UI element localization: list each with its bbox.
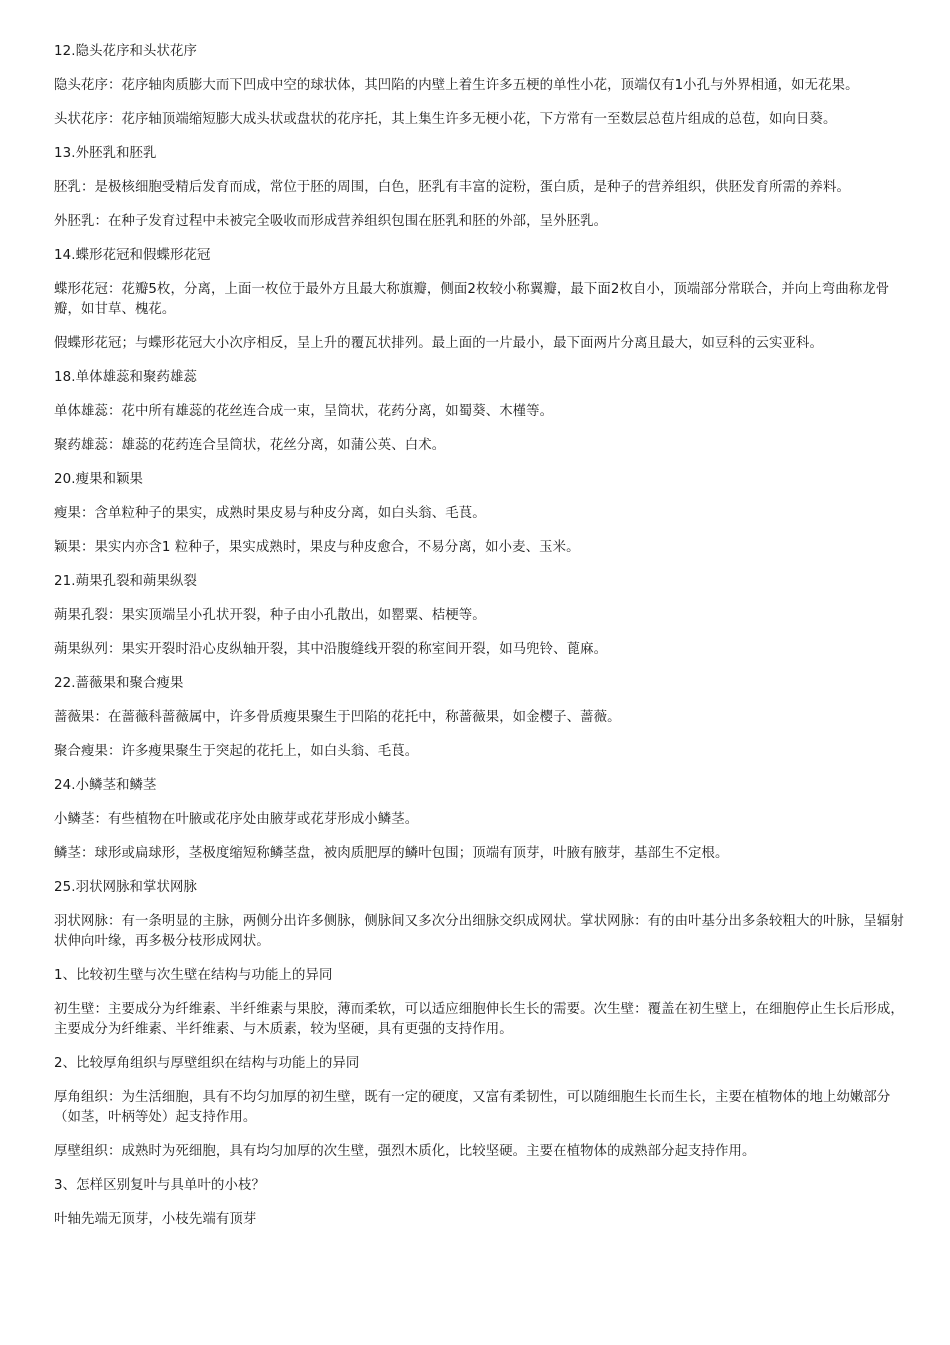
section-heading: 13.外胚乳和胚乳	[54, 146, 157, 161]
body-paragraph: 隐头花序：花序轴肉质膨大而下凹成中空的球状体，其凹陷的内壁上着生许多五梗的单性小花，顶端仅有1小孔与外界相通，如无花果。	[54, 78, 859, 93]
section-heading: 2、比较厚角组织与厚壁组织在结构与功能上的异同	[54, 1056, 360, 1071]
section-heading: 24.小鳞茎和鳞茎	[54, 778, 157, 793]
section-heading: 3、怎样区别复叶与具单叶的小枝？	[54, 1178, 265, 1193]
body-paragraph: 瘦果：含单粒种子的果实，成熟时果皮易与种皮分离，如白头翁、毛茛。	[54, 506, 486, 521]
body-paragraph: 假蝶形花冠；与蝶形花冠大小次序相反，呈上升的覆瓦状排列。最上面的一片最小，最下面两片分离且最大，如豆科的云实亚科。	[54, 336, 823, 351]
section-heading: 14.蝶形花冠和假蝶形花冠	[54, 248, 211, 263]
section-heading: 18.单体雄蕊和聚药雄蕊	[54, 370, 198, 385]
body-paragraph: 厚壁组织：成熟时为死细胞，具有均匀加厚的次生壁，强烈木质化，比较坚硬。主要在植物体的成熟部分起支持作用。	[54, 1144, 756, 1159]
body-paragraph: 胚乳：是极核细胞受精后发育而成，常位于胚的周围，白色，胚乳有丰富的淀粉，蛋白质，是种子的营养组织，供胚发育所需的养料。	[54, 180, 850, 195]
body-paragraph: 单体雄蕊：花中所有雄蕊的花丝连合成一束，呈筒状，花药分离，如蜀葵、木槿等。	[54, 404, 554, 419]
body-paragraph: 初生壁：主要成分为纤维素、半纤维素与果胶，薄而柔软，可以适应细胞伸长生长的需要。次生壁：覆盖在初生壁上，在细胞停止生长后形成，主要成分为纤维素、半纤维素、与木质素，较为坚硬，具有更强的支持作用。	[54, 1002, 904, 1037]
section-heading: 22.蔷薇果和聚合瘦果	[54, 676, 184, 691]
body-paragraph: 厚角组织：为生活细胞，具有不均匀加厚的初生壁，既有一定的硬度，又富有柔韧性，可以随细胞生长而生长，主要在植物体的地上幼嫩部分（如茎，叶柄等处）起支持作用。	[54, 1090, 891, 1125]
body-paragraph: 小鳞茎：有些植物在叶腋或花序处由腋芽或花芽形成小鳞茎。	[54, 812, 419, 827]
body-paragraph: 羽状网脉：有一条明显的主脉，两侧分出许多侧脉，侧脉间又多次分出细脉交织成网状。掌状网脉：有的由叶基分出多条较粗大的叶脉，呈辐射状伸向叶缘，再多极分枝形成网状。	[54, 914, 904, 949]
body-paragraph: 头状花序：花序轴顶端缩短膨大成头状或盘状的花序托，其上集生许多无梗小花，下方常有一至数层总苞片组成的总苞，如向日葵。	[54, 112, 837, 127]
body-paragraph: 外胚乳：在种子发育过程中未被完全吸收而形成营养组织包围在胚乳和胚的外部，呈外胚乳。	[54, 214, 608, 229]
section-heading: 25.羽状网脉和掌状网脉	[54, 880, 198, 895]
body-paragraph: 鳞茎：球形或扁球形，茎极度缩短称鳞茎盘，被肉质肥厚的鳞叶包围；顶端有顶芽，叶腋有腋芽，基部生不定根。	[54, 846, 729, 861]
body-paragraph: 聚药雄蕊：雄蕊的花药连合呈筒状，花丝分离，如蒲公英、白术。	[54, 438, 446, 453]
document-page	[54, 42, 904, 1244]
body-paragraph: 蔷薇果：在蔷薇科蔷薇属中，许多骨质瘦果聚生于凹陷的花托中，称蔷薇果，如金樱子、蔷薇。	[54, 710, 621, 725]
body-paragraph: 聚合瘦果：许多瘦果聚生于突起的花托上，如白头翁、毛茛。	[54, 744, 419, 759]
section-heading: 21.蒴果孔裂和蒴果纵裂	[54, 574, 198, 589]
body-paragraph: 蝶形花冠：花瓣5枚，分离，上面一枚位于最外方且最大称旗瓣，侧面2枚较小称翼瓣，最下面2枚自小，顶端部分常联合，并向上弯曲称龙骨瓣，如甘草、槐花。	[54, 282, 890, 317]
body-paragraph: 叶轴先端无顶芽，小枝先端有顶芽	[54, 1212, 257, 1227]
section-heading: 12.隐头花序和头状花序	[54, 44, 198, 59]
section-heading: 20.瘦果和颖果	[54, 472, 144, 487]
body-paragraph: 蒴果孔裂：果实顶端呈小孔状开裂，种子由小孔散出，如罂粟、桔梗等。	[54, 608, 486, 623]
section-heading: 1、比较初生壁与次生壁在结构与功能上的异同	[54, 968, 333, 983]
body-paragraph: 蒴果纵列：果实开裂时沿心皮纵轴开裂，其中沿腹缝线开裂的称室间开裂，如马兜铃、蓖麻。	[54, 642, 608, 657]
body-paragraph: 颖果：果实内亦含1 粒种子，果实成熟时，果皮与种皮愈合，不易分离，如小麦、玉米。	[54, 540, 580, 555]
